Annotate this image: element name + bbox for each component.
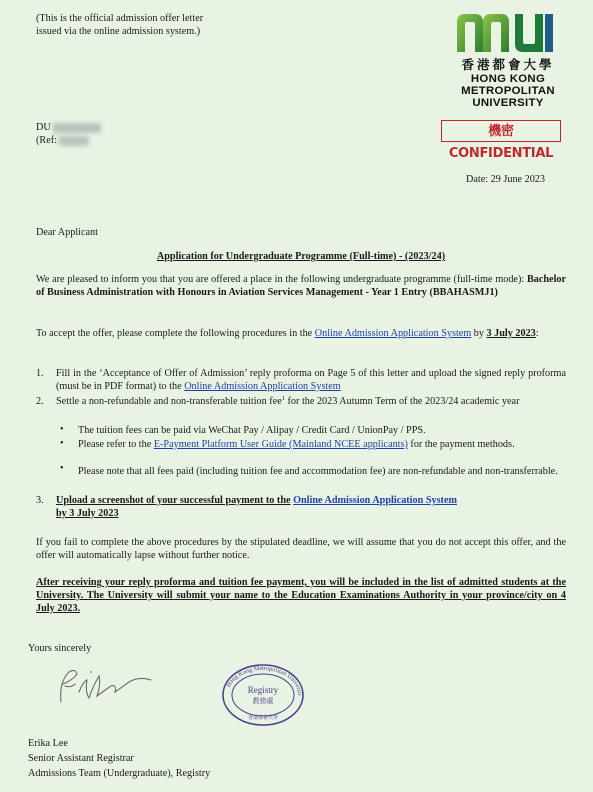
bullet-2-before: Please refer to the	[78, 439, 152, 450]
bullet-icon: •	[60, 424, 64, 435]
bullet-3: Please note that all fees paid (including tuition fee and accommodation fee) are non-refundable and non-transferrable.	[78, 466, 558, 477]
step-2-text-a: Settle a non-refundable and non-transferable tuition fee	[56, 396, 282, 407]
admission-notice: After receiving your reply proforma and tuition fee payment, you will be included in the list of admitted students at the University. The University will submit your name to the Education Examinations Authority in your province/city on 4 July 2023.	[36, 577, 566, 614]
confidential-badge: 機密CONFIDENTIAL	[441, 120, 561, 142]
logo-english-line-1: HONG KONG	[470, 73, 546, 85]
logo-chinese-name: 香港都會大學	[461, 57, 555, 72]
letter-date: Date: 29 June 2023	[466, 174, 545, 185]
bullet-2-after: for the payment methods.	[410, 439, 515, 450]
epayment-guide-link[interactable]: E-Payment Platform User Guide (Mainland NCEE applicants)	[153, 439, 408, 450]
logo-english-line-2: METROPOLITAN	[461, 85, 555, 97]
seal-registry-cn: 教務處	[252, 697, 274, 705]
recipient-name-prefix: DU	[36, 122, 51, 133]
lapse-warning: If you fail to complete the above procedures by the stipulated deadline, we will assume that you do not accept this offer, and the offer will automatically lapse without further notice.	[36, 537, 566, 561]
oaas-link-2[interactable]: Online Admission Application System	[184, 381, 341, 392]
step-2-number: 2.	[36, 396, 44, 407]
redacted-name	[53, 123, 101, 133]
footnote-marker: 1	[281, 395, 285, 402]
programme-name: Bachelor of Business Administration with Honours in Aviation Services Management - Year 1 Entry (BBAHASMJ1)	[36, 274, 567, 298]
step-2-text-b: for the 2023 Autumn Term of the 2023/24 academic year	[287, 396, 520, 407]
intro-paragraph	[36, 273, 566, 299]
official-note: (This is the official admission offer letter issued via the online admission system.)	[36, 13, 204, 37]
signatory-title: Senior Assistant Registrar	[28, 753, 134, 764]
accept-text: To accept the offer, please complete the following procedures in the	[36, 328, 313, 339]
step-3-text-b: by 3 July 2023	[56, 508, 119, 519]
salutation: Dear Applicant	[36, 227, 98, 238]
bullet-1: The tuition fees can be paid via WeChat Pay / Alipay / Credit Card / UnionPay / PPS.	[78, 425, 426, 436]
step-1-number: 1.	[36, 368, 44, 379]
step-3-number: 3.	[36, 495, 44, 506]
signatory-name: Erika Lee	[28, 738, 68, 749]
step-3-text-a: Upload a screenshot of your successful payment to the	[56, 495, 291, 506]
logo-english-line-3: UNIVERSITY	[472, 97, 544, 109]
step-2	[56, 395, 566, 408]
recipient-ref-prefix: (Ref:	[36, 135, 57, 146]
accept-deadline: 3 July 2023	[486, 328, 536, 339]
bullet-2	[78, 438, 566, 451]
signatory-dept: Admissions Team (Undergraduate), Registry	[28, 768, 211, 779]
closing: Yours sincerely	[28, 643, 92, 654]
intro-text: We are pleased to inform you that you are offered a place in the following undergraduate programme (full-time mode):	[36, 274, 525, 285]
signatory-block	[28, 737, 210, 780]
step-1-text: Fill in the ‘Acceptance of Offer of Admission’ reply proforma on Page 5 of this letter and upload the signed reply proforma (must be in PDF format) to the	[56, 368, 566, 392]
hkmu-logo-mark-icon	[453, 10, 563, 54]
accept-paragraph	[36, 327, 566, 340]
registry-seal-icon	[218, 660, 308, 730]
oaas-link-1[interactable]: Online Admission Application System	[314, 328, 472, 339]
recipient-block	[36, 121, 101, 147]
signature-icon	[55, 662, 165, 712]
bullet-icon: •	[60, 438, 64, 449]
accept-by: by	[473, 328, 484, 339]
letter-title: Application for Undergraduate Programme (Full-time) - (2023/24)	[156, 251, 446, 262]
seal-bottom-cn: 香港都會大學	[247, 715, 279, 721]
step-3	[56, 494, 566, 520]
seal-outer-text: Hong Kong Metropolitan Universit	[225, 664, 304, 696]
oaas-link-3[interactable]: Online Admission Application System	[293, 495, 457, 506]
seal-registry-en: Registry	[247, 685, 279, 695]
university-logo	[448, 10, 568, 109]
redacted-ref	[59, 136, 89, 146]
step-1	[56, 367, 566, 393]
bullet-icon: •	[60, 463, 64, 474]
accept-colon: :	[535, 328, 539, 339]
